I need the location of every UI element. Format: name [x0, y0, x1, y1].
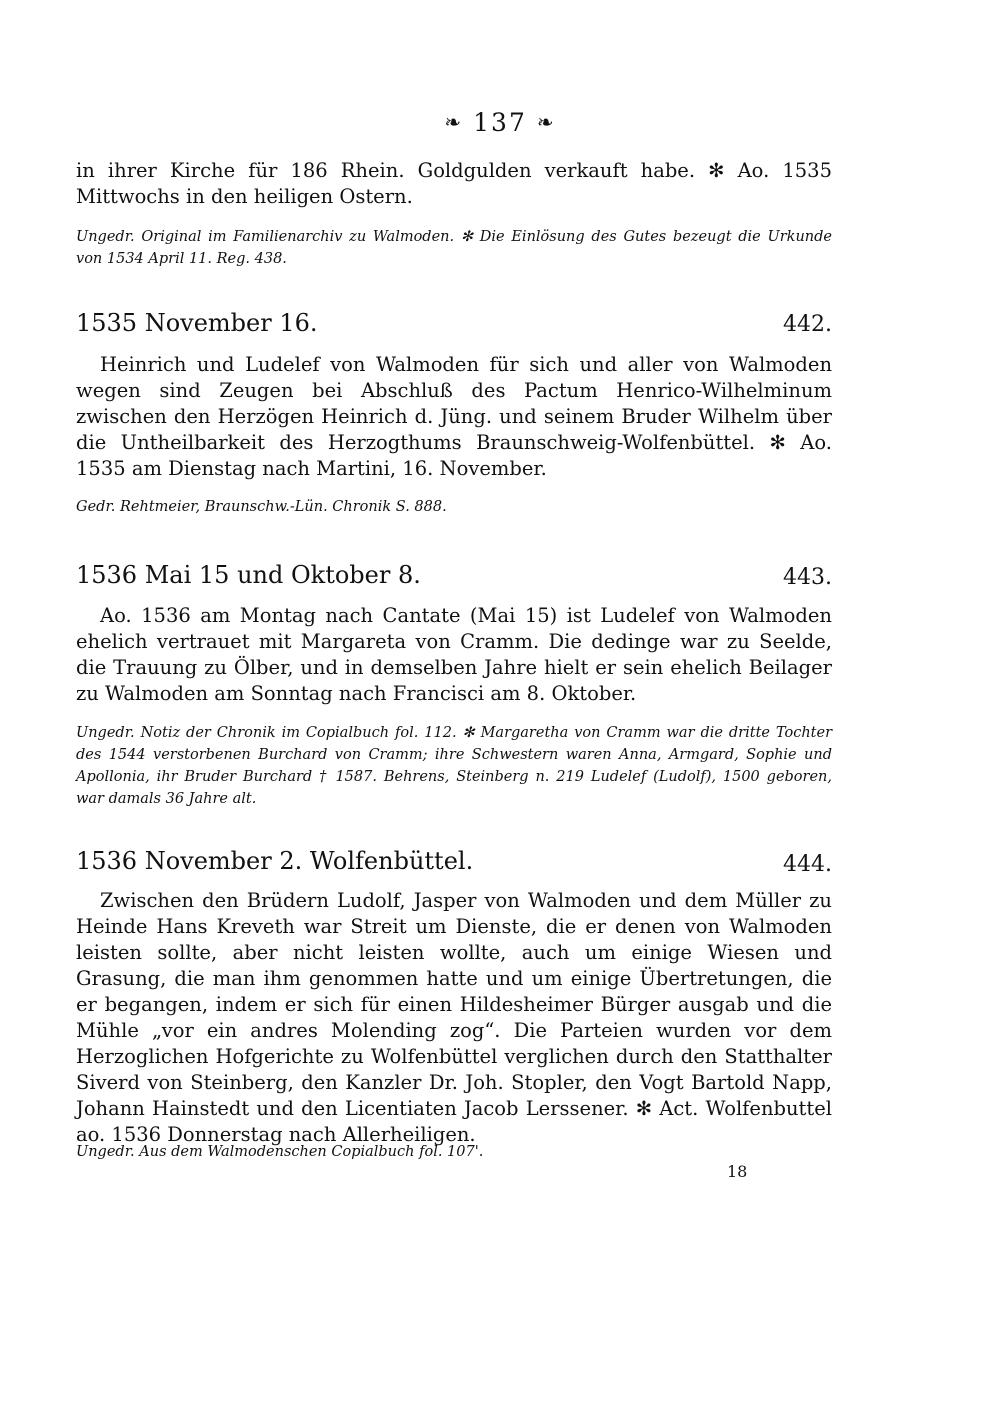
- ornament-right-icon: ❧: [536, 110, 556, 134]
- continuation-text: in ihrer Kirche für 186 Rhein. Goldgulden verkauft habe. ✻ Ao. 1535 Mittwochs in den heiligen Ostern.: [76, 159, 832, 208]
- page-header: [0, 108, 1000, 137]
- entry-note: Gedr. Rehtmeier, Braunschw.-Lün. Chronik S. 888.: [76, 499, 447, 515]
- signature-mark: 18: [727, 1162, 748, 1181]
- entry-number: 443.: [783, 565, 832, 590]
- entry-number: 442.: [783, 312, 832, 337]
- ornament-left-icon: ❧: [444, 110, 464, 134]
- entry-date: 1536 Mai 15 und Oktober 8.: [76, 561, 421, 589]
- entry-note: Ungedr. Notiz der Chronik im Copialbuch fol. 112. ✻ Margaretha von Cramm war die dritte Tochter des 1544 verstorbenen Burchard von Cramm; ihre Schwestern waren Anna, Armgard, Sophie und Apollonia, ihr Bruder Burchard † 1587. Behrens, Steinberg n. 219 Ludelef (Ludolf), 1500 geboren, war damals 36 Jahre alt.: [76, 725, 832, 807]
- continuation-note: Ungedr. Original im Familienarchiv zu Walmoden. ✻ Die Einlösung des Gutes bezeugt die Urkunde von 1534 April 11. Reg. 438.: [76, 229, 832, 267]
- entry-text: Zwischen den Brüdern Ludolf, Jasper von Walmoden und dem Müller zu Heinde Hans Kreveth war Streit um Dienste, die er denen von Walmoden leisten sollte, aber nicht leisten wollte, auch um einige Wiesen und Grasung, die man ihm genommen hatte und um einige Übertretungen, die er begangen, indem er sich für einen Hildesheimer Bürger ausgab und die Mühle „vor ein andres Molending zog“. Die Parteien wurden vor dem Herzoglichen Hofgerichte zu Wolfenbüttel verglichen durch den Statthalter Siverd von Steinberg, den Kanzler Dr. Joh. Stopler, den Vogt Bartold Napp, Johann Hainstedt und den Licentiaten Jacob Lerssener. ✻ Act. Wolfenbuttel ao. 1536 Donnerstag nach Allerheiligen.: [76, 889, 832, 1146]
- entry-text: Heinrich und Ludelef von Walmoden für sich und aller von Walmoden wegen sind Zeugen bei Abschluß des Pactum Henrico-Wilhelminum zwischen den Herzögen Heinrich d. Jüng. und seinem Bruder Wilhelm über die Untheilbarkeit des Herzogthums Braunschweig-Wolfenbüttel. ✻ Ao. 1535 am Dienstag nach Martini, 16. November.: [76, 353, 832, 480]
- entry-date: 1535 November 16.: [76, 309, 318, 337]
- page-number: 137: [473, 108, 527, 137]
- entry-date: 1536 November 2. Wolfenbüttel.: [76, 847, 474, 875]
- entry-number: 444.: [783, 852, 832, 877]
- entry-note: Ungedr. Aus dem Walmodenschen Copialbuch fol. 107'.: [76, 1144, 484, 1160]
- entry-text: Ao. 1536 am Montag nach Cantate (Mai 15) ist Ludelef von Walmoden ehelich vertrauet mit Margareta von Cramm. Die dedinge war zu Seelde, die Trauung zu Ölber, und in demselben Jahre hielt er sein ehelich Beilager zu Walmoden am Sonntag nach Francisci am 8. Oktober.: [76, 604, 832, 705]
